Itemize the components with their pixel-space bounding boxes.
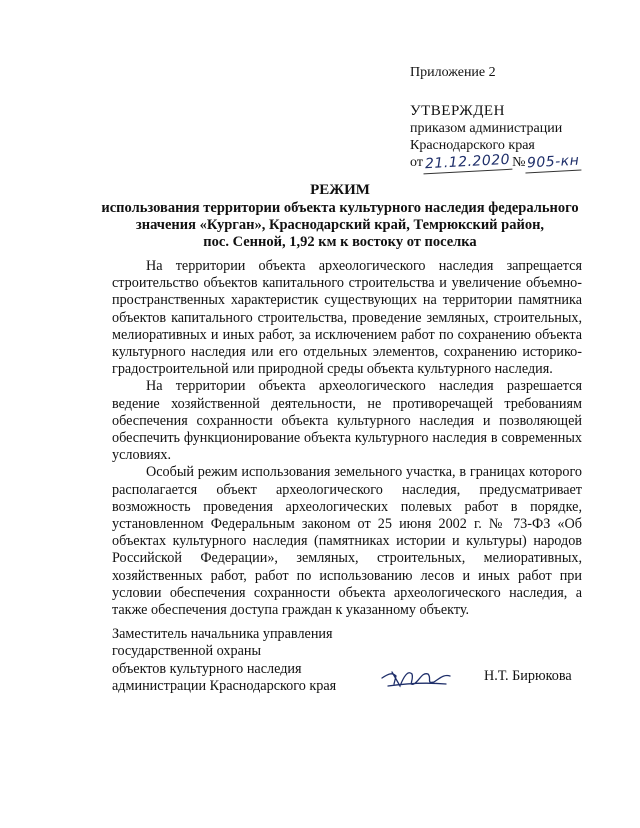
handwritten-date: 21.12.2020 (423, 152, 513, 175)
paragraph-permissions: На территории объекта археологического наследия разрешается ведение хозяйственной деятельности, не противоречащей требованиям обеспечения сохранности объекта культурного наследия и позволяющей обеспечить функционирование объекта культурного наследия в современных условиях. (112, 378, 582, 464)
approval-line-1: приказом администрации (410, 121, 563, 136)
title-line-1: использования территории объекта культурного наследия федерального (101, 200, 579, 216)
document-body (112, 258, 582, 619)
title-line-2: значения «Курган», Краснодарский край, Темрюкский район, (135, 217, 545, 233)
approval-date-line (410, 151, 630, 173)
handwritten-number: 905-кн (525, 153, 582, 174)
paragraph-prohibitions: На территории объекта археологического наследия запрещается строительство объектов капитального строительства и увеличение объемно-пространственных характеристик существующих на территории памятника объектов капитального строительства, проведение земляных, строительных, мелиоративных и иных работ, за исключением работ по сохранению объекта культурного наследия или его отдельных элементов, сохранению историко-градостроительной или природной среды объекта культурного наследия. (112, 258, 582, 378)
annex-label: Приложение 2 (410, 65, 496, 80)
number-prefix: № (512, 155, 526, 170)
title-line-3: пос. Сенной, 1,92 км к востоку от поселка (203, 234, 477, 250)
signatory-position (112, 626, 372, 696)
signer-name: Н.Т. Бирюкова (484, 668, 572, 684)
signatory-line-2: государственной охраны (112, 643, 262, 660)
signatory-line-1: Заместитель начальника управления (112, 626, 333, 642)
approval-stamp (410, 64, 630, 172)
signatory-line-4: администрации Краснодарского края (112, 678, 337, 695)
handwritten-signature (378, 662, 458, 694)
signatory-line-3: объектов культурного наследия (112, 660, 302, 677)
title-heading: РЕЖИМ (310, 182, 370, 198)
date-prefix: от (410, 155, 423, 170)
approved-heading: УТВЕРЖДЕН (410, 103, 505, 119)
paragraph-special-regime: Особый режим использования земельного участка, в границах которого располагается объект археологического наследия, предусматривает возможность проведения археологических полевых работ в порядке, установленном Федеральным законом от 25 июня 2002 г. № 73-ФЗ «Об объектах культурного наследия (памятниках истории и культуры) народов Российской Федерации», земляных, строительных, мелиоративных, хозяйственных работ, работ по использованию лесов и иных работ при условии обеспечения сохранности объекта археологического наследия, а также обеспечения доступа граждан к указанному объекту. (112, 464, 582, 619)
approval-line-2: Краснодарского края (410, 138, 535, 153)
document-title (100, 182, 580, 251)
